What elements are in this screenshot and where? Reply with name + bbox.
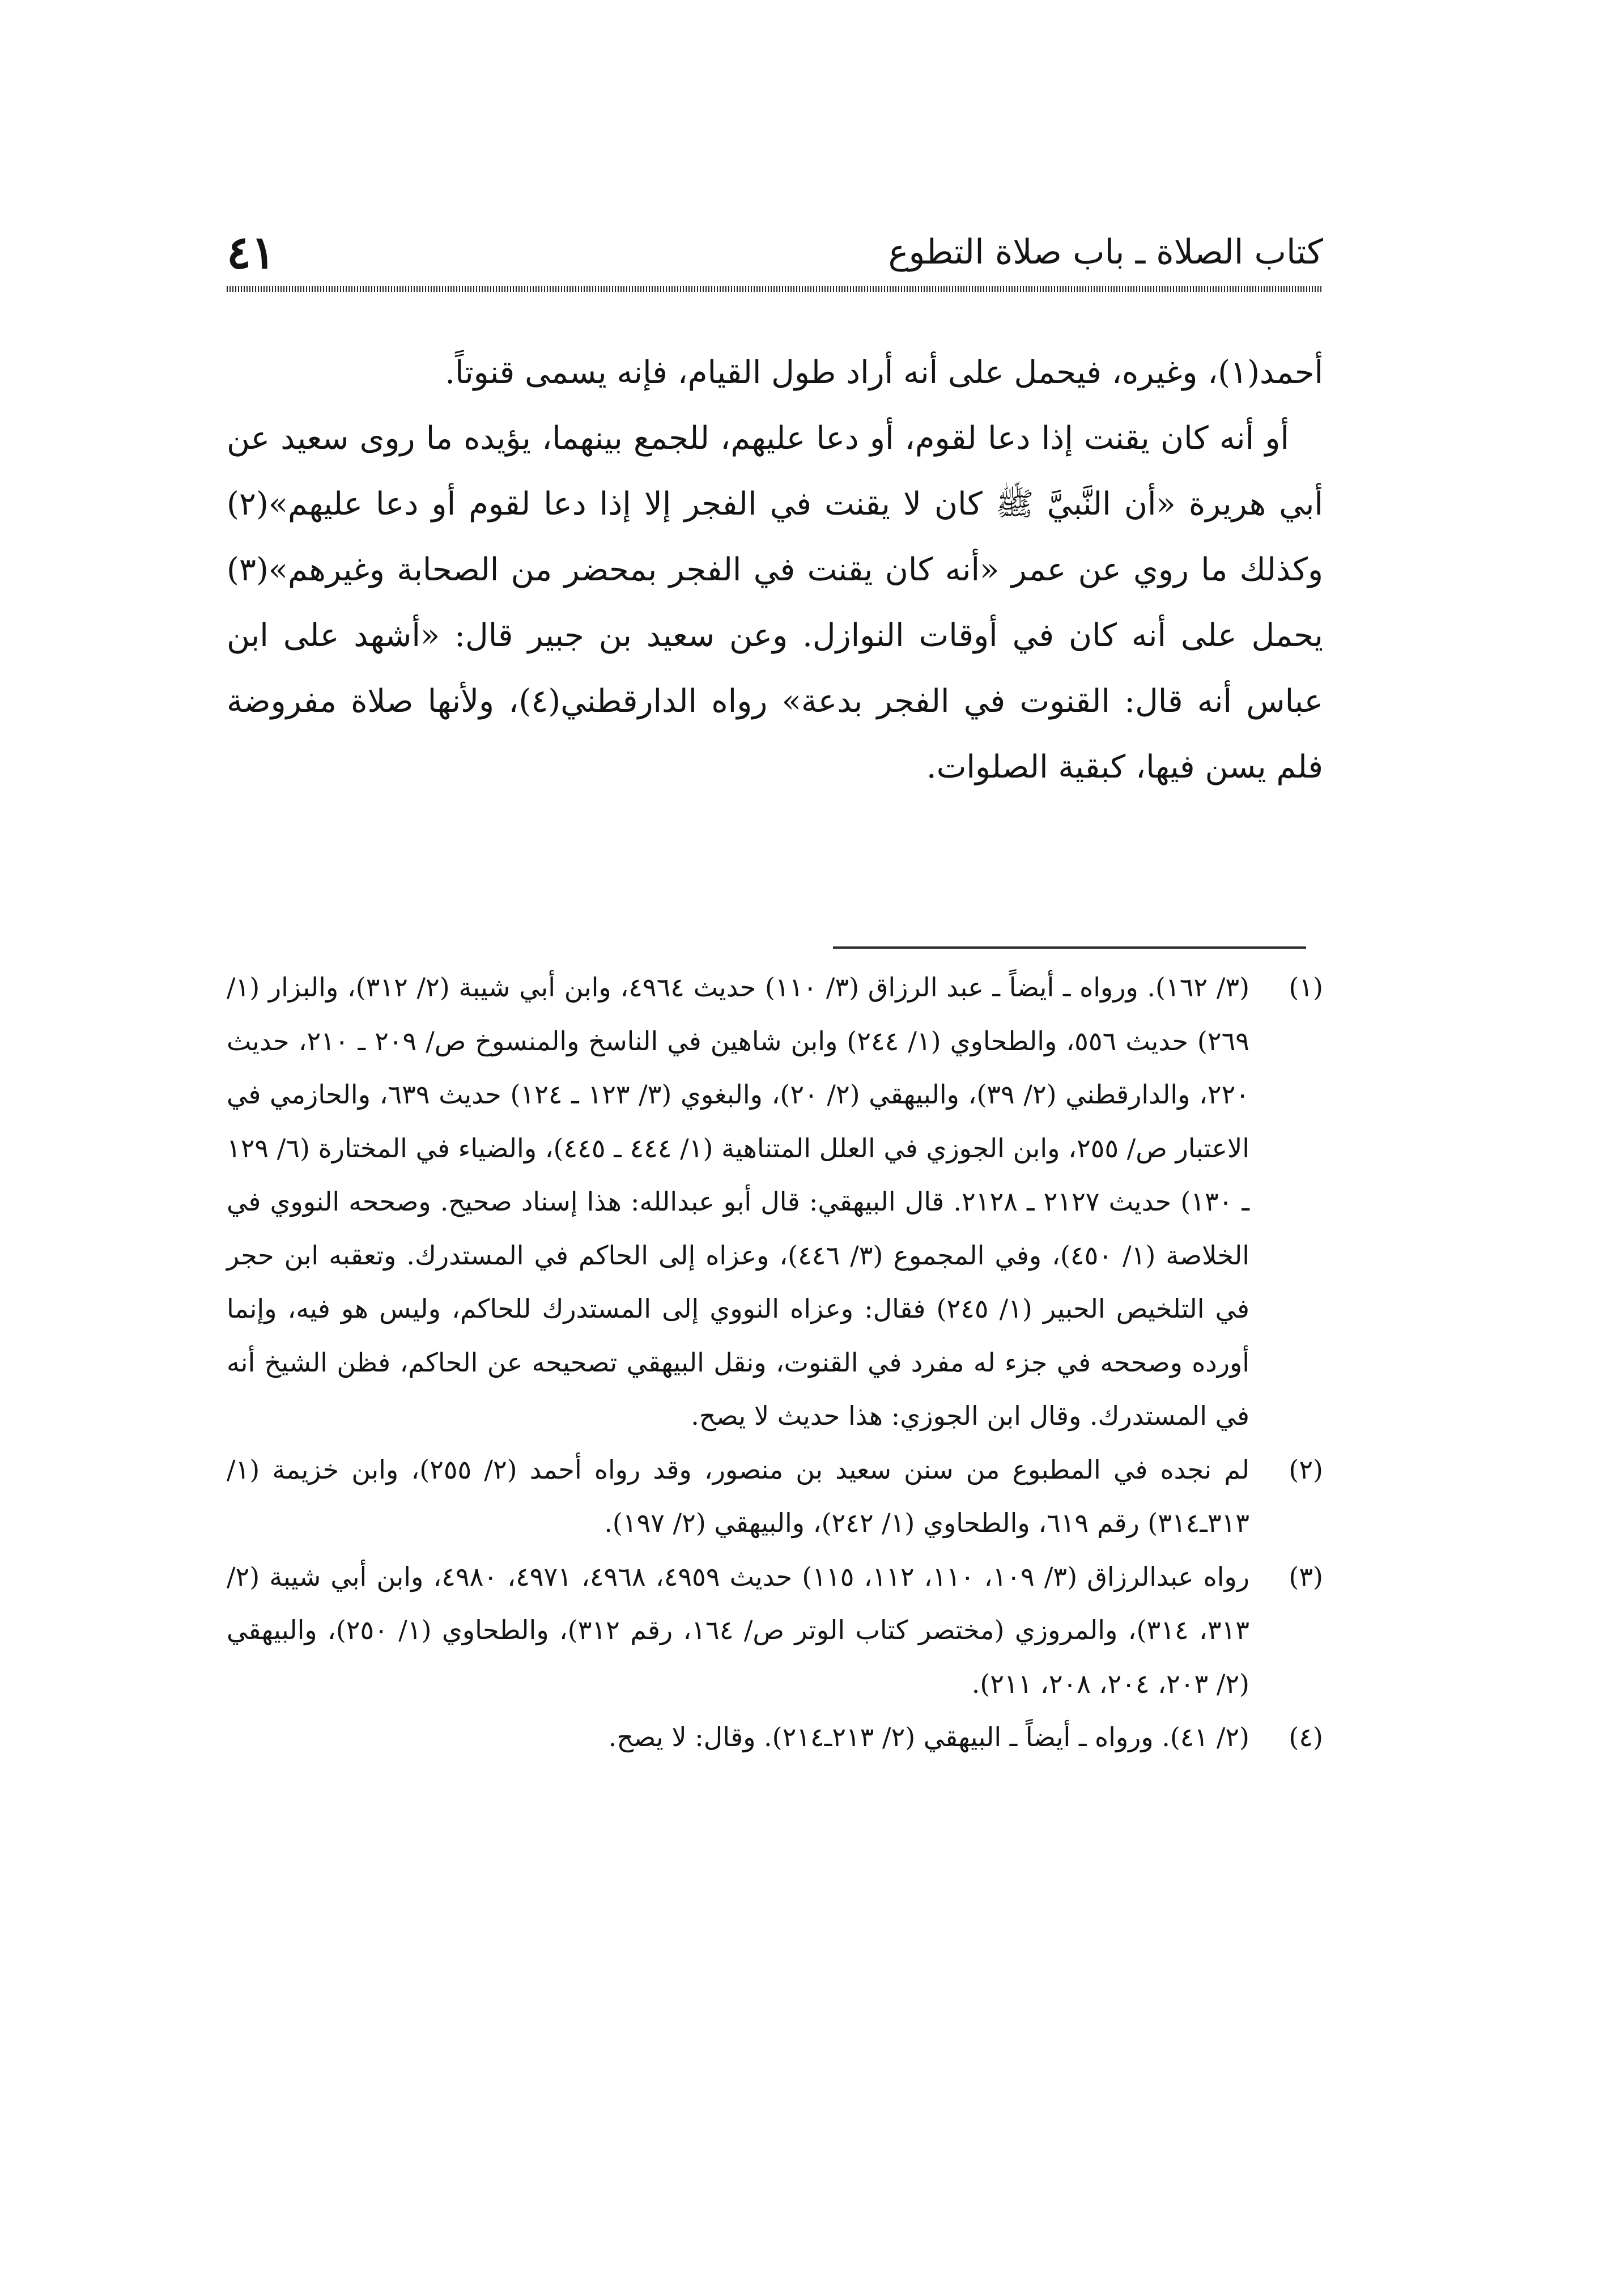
- footnote-separator: [833, 946, 1306, 949]
- footnote-number: (٤): [1289, 1722, 1323, 1752]
- body-paragraph-2: أو أنه كان يقنت إذا دعا لقوم، أو دعا عليهم، للجمع بينهما، يؤيده ما روى سعيد عن أبي هريرة «أن النَّبيَّ ﷺ كان لا يقنت في الفجر إلا إذا دعا لقوم أو دعا عليهم»(٢) وكذلك ما روي عن عمر «أنه كان يقنت في الفجر بمحضر من الصحابة وغيرهم»(٣) يحمل على أنه كان في أوقات النوازل. وعن سعيد بن جبير قال: «أشهد على ابن عباس أنه قال: القنوت في الفجر بدعة» رواه الدارقطني(٤)، ولأنها صلاة مفروضة فلم يسن فيها، كبقية الصلوات.: [227, 420, 1323, 785]
- footnote-1: [227, 961, 1323, 1443]
- page-number: ٤١: [227, 226, 275, 279]
- main-text: [227, 340, 1323, 800]
- body-paragraph-1: أحمد(١)، وغيره، فيحمل على أنه أراد طول القيام، فإنه يسمى قنوتاً.: [445, 354, 1323, 391]
- page-header: [227, 224, 1323, 281]
- footnote-4: [227, 1710, 1323, 1764]
- header-rule: [227, 286, 1323, 292]
- footnotes: [227, 961, 1323, 1764]
- running-title: كتاب الصلاة ـ باب صلاة التطوع: [888, 232, 1323, 272]
- footnote-text: (٢/ ٤١). ورواه ـ أيضاً ـ البيهقي (٢/ ٢١٣ـ٢١٤). وقال: لا يصح.: [608, 1722, 1249, 1752]
- footnote-2: [227, 1443, 1323, 1550]
- footnote-text: لم نجده في المطبوع من سنن سعيد بن منصور، وقد رواه أحمد (٢/ ٢٥٥)، وابن خزيمة (١/ ٣١٣ـ٣١٤) رقم ٦١٩، والطحاوي (١/ ٢٤٢)، والبيهقي (٢/ ١٩٧).: [227, 1454, 1250, 1538]
- footnote-text: رواه عبدالرزاق (٣/ ١٠٩، ١١٠، ١١٢، ١١٥) حديث ٤٩٥٩، ٤٩٦٨، ٤٩٧١، ٤٩٨٠، وابن أبي شيبة (٢/ ٣١٣، ٣١٤)، والمروزي (مختصر كتاب الوتر ص/ ١٦٤، رقم ٣١٢)، والطحاوي (١/ ٢٥٠)، والبيهقي (٢/ ٢٠٣، ٢٠٤، ٢٠٨، ٢١١).: [227, 1561, 1249, 1699]
- footnote-3: [227, 1550, 1323, 1711]
- footnote-number: (١): [1289, 972, 1323, 1003]
- footnote-number: (٢): [1289, 1454, 1323, 1485]
- footnote-text: (٣/ ١٦٢). ورواه ـ أيضاً ـ عبد الرزاق (٣/ ١١٠) حديث ٤٩٦٤، وابن أبي شيبة (٢/ ٣١٢)، والبزار (١/ ٢٦٩) حديث ٥٥٦، والطحاوي (١/ ٢٤٤) وابن شاهين في الناسخ والمنسوخ ص/ ٢٠٩ ـ ٢١٠، حديث ٢٢٠، والدارقطني (٢/ ٣٩)، والبيهقي (٢/ ٢٠)، والبغوي (٣/ ١٢٣ ـ ١٢٤) حديث ٦٣٩، والحازمي في الاعتبار ص/ ٢٥٥، وابن الجوزي في العلل المتناهية (١/ ٤٤٤ ـ ٤٤٥)، والضياء في المختارة (٦/ ١٢٩ ـ ١٣٠) حديث ٢١٢٧ ـ ٢١٢٨. قال البيهقي: قال أبو عبدالله: هذا إسناد صحيح. وصححه النووي في الخلاصة (١/ ٤٥٠)، وفي المجموع (٣/ ٤٤٦)، وعزاه إلى الحاكم في المستدرك. وتعقبه ابن حجر في التلخيص الحبير (١/ ٢٤٥) فقال: وعزاه النووي إلى المستدرك للحاكم، وليس هو فيه، وإنما أورده وصححه في جزء له مفرد في القنوت، ونقل البيهقي تصحيحه عن الحاكم، فظن الشيخ أنه في المستدرك. وقال ابن الجوزي: هذا حديث لا يصح.: [227, 972, 1250, 1431]
- footnote-number: (٣): [1289, 1561, 1323, 1592]
